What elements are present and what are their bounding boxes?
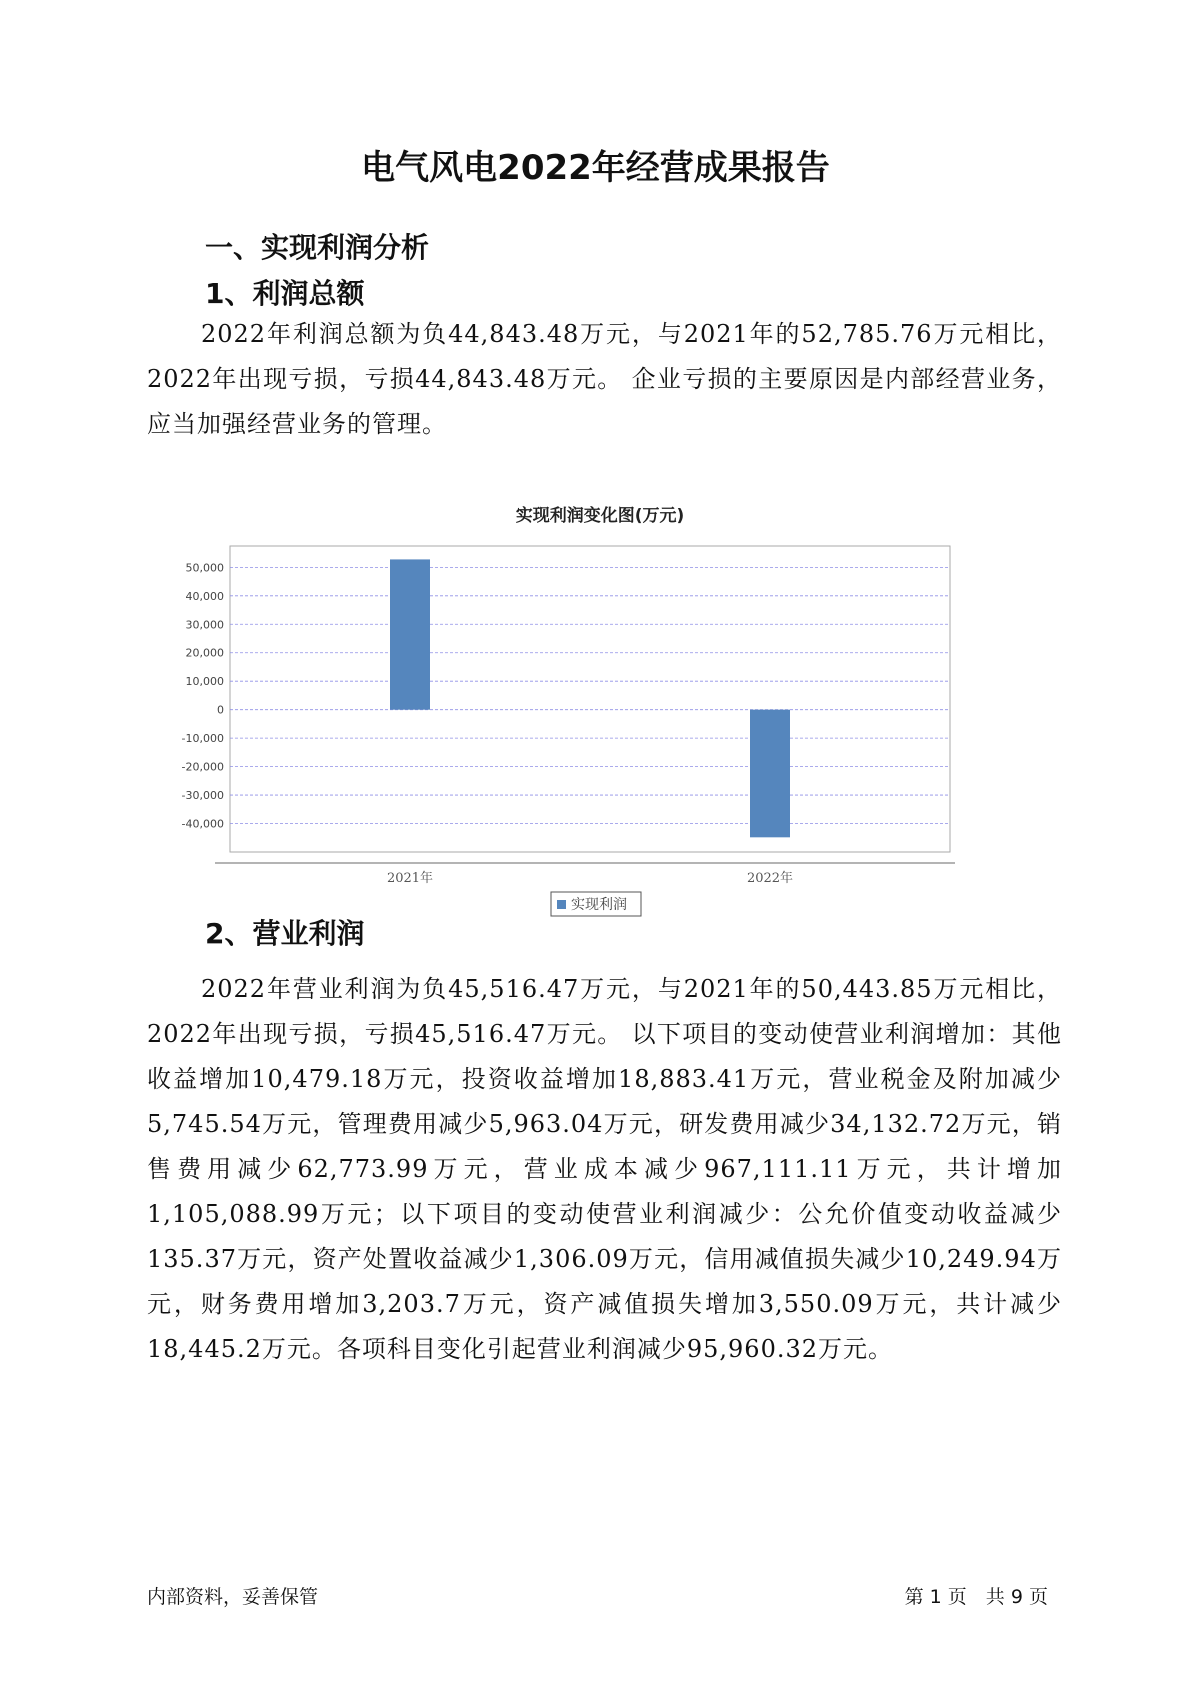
legend: [551, 892, 641, 916]
chart-title: 实现利润变化图(万元): [515, 506, 685, 526]
page-number: 1: [929, 1586, 942, 1608]
y-tick-label: 50,000: [185, 561, 224, 575]
bar-0: [390, 559, 430, 709]
y-tick-label: 30,000: [185, 618, 224, 632]
y-tick-label: 40,000: [185, 589, 224, 603]
footer-confidential-note: 内部资料，妥善保管: [147, 1586, 319, 1608]
profit-chart-svg: [160, 496, 1040, 956]
y-axis-ticks: [182, 561, 224, 830]
subheading-operating-profit: 2、营业利润: [205, 917, 365, 950]
section-heading-profit-analysis: 一、实现利润分析: [205, 231, 430, 264]
y-tick-label: -20,000: [181, 760, 224, 774]
y-tick-label: -40,000: [181, 817, 224, 831]
y-tick-label: -30,000: [181, 789, 224, 803]
y-tick-label: 10,000: [185, 675, 224, 689]
document-title: 电气风电2022年经营成果报告: [361, 148, 830, 188]
x-tick-label: 2022年: [746, 871, 794, 886]
total-pages: 9: [1010, 1586, 1023, 1608]
x-axis-ticks: [387, 870, 793, 886]
legend-label: 实现利润: [571, 897, 627, 913]
subheading-total-profit: 1、利润总额: [205, 277, 365, 310]
y-tick-label: 20,000: [185, 646, 224, 660]
y-tick-label: -10,000: [181, 732, 224, 746]
paragraph-operating-profit: 2022年营业利润为负45,516.47万元，与2021年的50,443.85万元相比，2022年出现亏损，亏损45,516.47万元。 以下项目的变动使营业利润增加：其他收益增加10,479.18万元，投资收益增加18,883.41万元，营业税金及附加减少5,745.54万元，管理费用减少5,963.04万元，研发费用减少34,132.72万元，销售费用减少62,773.99万元，营业成本减少967,111.11万元，共计增加1,105,088.99万元；以下项目的变动使营业利润减少：公允价值变动收益减少135.37万元，资产处置收益减少1,306.09万元，信用减值损失减少10,249.94万元，财务费用增加3,203.7万元，资产减值损失增加3,550.09万元，共计减少18,445.2万元。各项科目变化引起营业利润减少95,960.32万元。: [147, 975, 1062, 1363]
profit-chart: [160, 496, 1040, 956]
plot-area-frame: [230, 546, 950, 852]
x-tick-label: 2021年: [386, 871, 434, 886]
footer-page-indicator: [905, 1582, 1048, 1609]
bar-1: [750, 710, 790, 838]
paragraph-total-profit: 2022年利润总额为负44,843.48万元，与2021年的52,785.76万元相比，2022年出现亏损，亏损44,843.48万元。 企业亏损的主要原因是内部经营业务，应当加强经营业务的管理。: [147, 320, 1062, 438]
page-mid: 页 共: [947, 1586, 1005, 1608]
page-suffix: 页: [1028, 1586, 1048, 1608]
legend-swatch: [557, 900, 566, 909]
page-prefix: 第: [904, 1586, 924, 1608]
y-tick-label: 0: [217, 703, 224, 717]
